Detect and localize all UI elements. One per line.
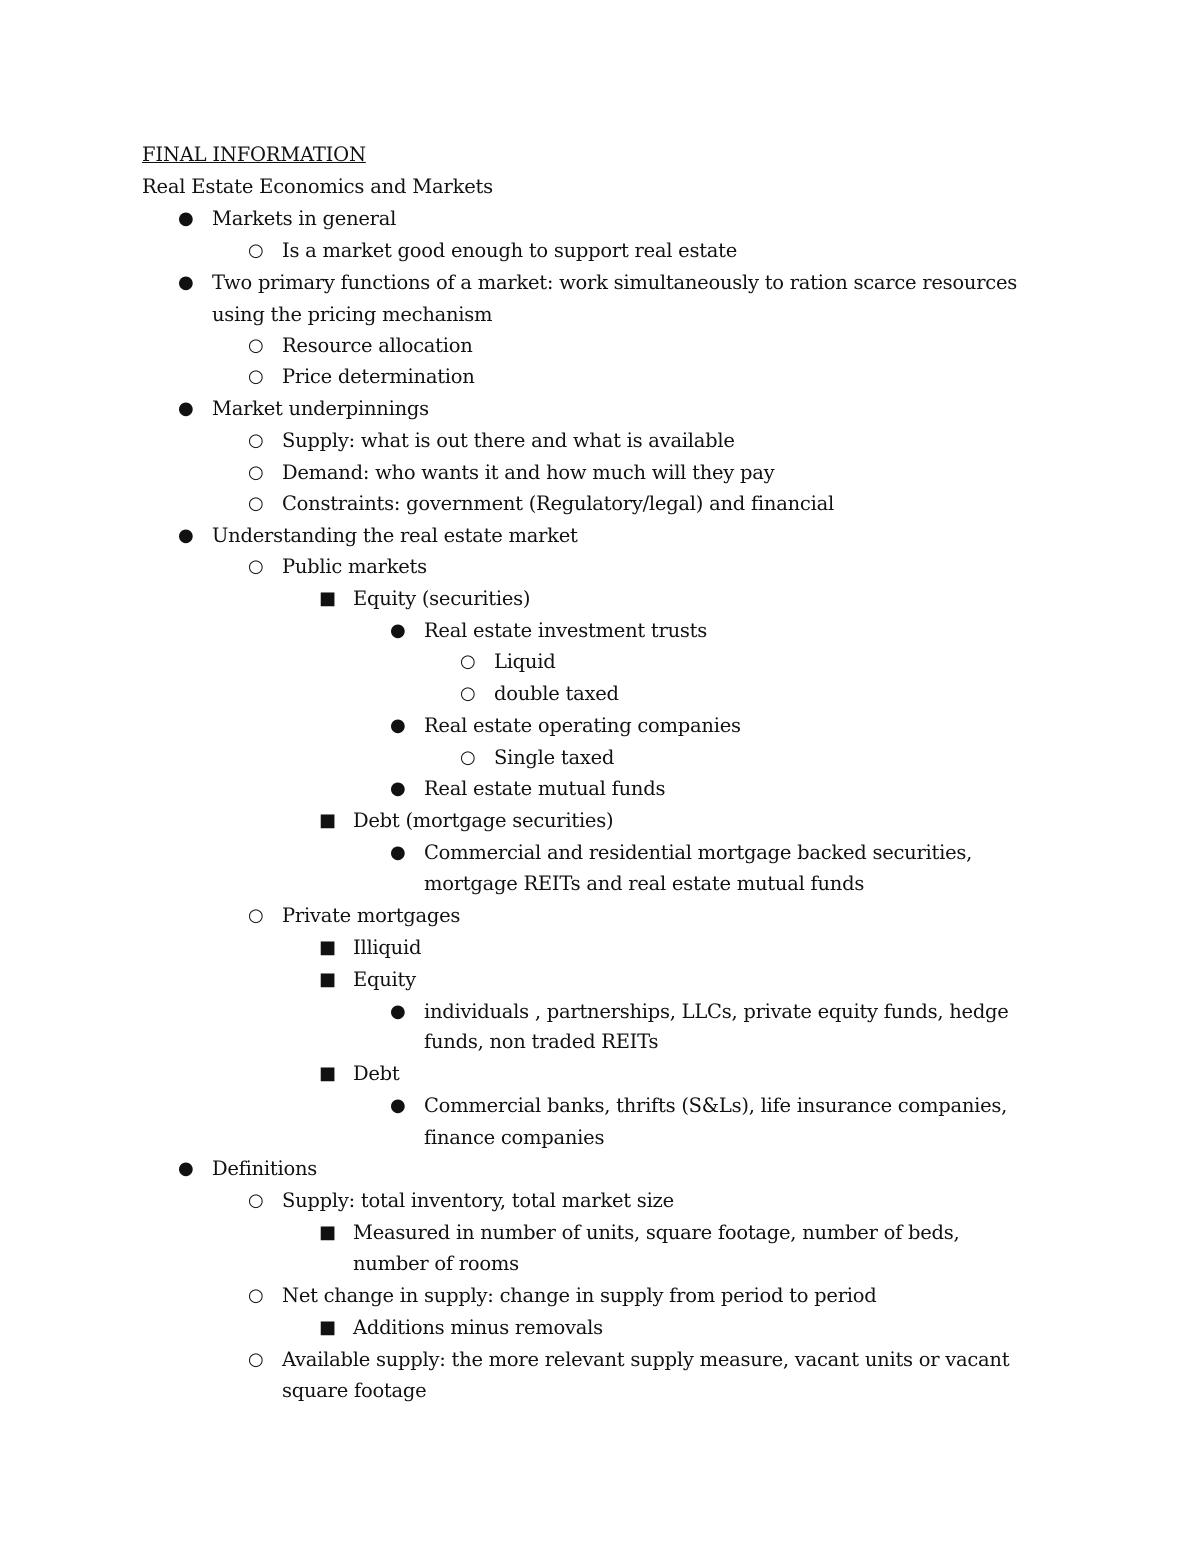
- outline-text: Demand: who wants it and how much will they pay: [282, 461, 775, 484]
- bullet-disc-icon: ●: [178, 398, 194, 419]
- outline-item: [0, 1344, 1200, 1375]
- outline-text: Supply: total inventory, total market size: [282, 1189, 674, 1212]
- outline-item-continuation: [0, 1248, 1200, 1279]
- document-title: FINAL INFORMATION: [142, 143, 366, 166]
- outline-text: Market underpinnings: [212, 397, 429, 420]
- outline-item: [0, 615, 1200, 646]
- outline-item: [0, 1280, 1200, 1311]
- outline-text: Single taxed: [494, 746, 615, 769]
- bullet-square-icon: ■: [319, 810, 337, 831]
- outline-text: Price determination: [282, 365, 475, 388]
- bullet-disc-icon: ●: [390, 778, 406, 799]
- outline-text: Equity: [353, 968, 416, 991]
- outline-text: Illiquid: [353, 936, 422, 959]
- bullet-circle-icon: ○: [248, 1190, 264, 1211]
- bullet-disc-icon: ●: [390, 620, 406, 641]
- outline-item-continuation: [0, 299, 1200, 330]
- bullet-square-icon: ■: [319, 588, 337, 609]
- bullet-circle-icon: ○: [460, 747, 476, 768]
- bullet-circle-icon: ○: [248, 366, 264, 387]
- outline-text: finance companies: [424, 1126, 605, 1149]
- outline-item: [0, 996, 1200, 1027]
- bullet-disc-icon: ●: [390, 715, 406, 736]
- outline-text: Real estate mutual funds: [424, 777, 666, 800]
- bullet-square-icon: ■: [319, 1317, 337, 1338]
- bullet-disc-icon: ●: [178, 272, 194, 293]
- outline-text: mortgage REITs and real estate mutual funds: [424, 872, 865, 895]
- outline-text: Measured in number of units, square footage, number of beds,: [353, 1221, 960, 1244]
- outline-item: [0, 932, 1200, 963]
- bullet-circle-icon: ○: [248, 493, 264, 514]
- outline-item: [0, 1217, 1200, 1248]
- outline-item: [0, 900, 1200, 931]
- bullet-circle-icon: ○: [248, 1285, 264, 1306]
- outline-text: double taxed: [494, 682, 619, 705]
- bullet-square-icon: ■: [319, 1222, 337, 1243]
- document-subtitle: Real Estate Economics and Markets: [142, 175, 493, 198]
- outline-item: [0, 488, 1200, 519]
- outline-item-continuation: [0, 1026, 1200, 1057]
- outline-item: [0, 235, 1200, 266]
- outline-text: Liquid: [494, 650, 556, 673]
- outline-item: [0, 742, 1200, 773]
- outline-text: using the pricing mechanism: [212, 303, 493, 326]
- outline-item: [0, 330, 1200, 361]
- bullet-square-icon: ■: [319, 969, 337, 990]
- outline-text: Constraints: government (Regulatory/legal) and financial: [282, 492, 834, 515]
- outline-text: number of rooms: [353, 1252, 519, 1275]
- outline-text: Equity (securities): [353, 587, 531, 610]
- bullet-circle-icon: ○: [248, 335, 264, 356]
- bullet-circle-icon: ○: [248, 430, 264, 451]
- outline-text: Private mortgages: [282, 904, 461, 927]
- outline-text: funds, non traded REITs: [424, 1030, 659, 1053]
- bullet-square-icon: ■: [319, 937, 337, 958]
- outline-item: [0, 393, 1200, 424]
- outline-item: [0, 361, 1200, 392]
- outline-text: Additions minus removals: [353, 1316, 603, 1339]
- outline-item-continuation: [0, 868, 1200, 899]
- bullet-circle-icon: ○: [460, 651, 476, 672]
- outline-item: [0, 805, 1200, 836]
- outline-text: Debt: [353, 1062, 400, 1085]
- outline-text: Understanding the real estate market: [212, 524, 578, 547]
- outline-text: Real estate investment trusts: [424, 619, 708, 642]
- outline-item: [0, 1058, 1200, 1089]
- bullet-disc-icon: ●: [390, 842, 406, 863]
- outline-item: [0, 1090, 1200, 1121]
- outline-text: square footage: [282, 1379, 427, 1402]
- bullet-circle-icon: ○: [248, 462, 264, 483]
- outline-text: Commercial banks, thrifts (S&Ls), life insurance companies,: [424, 1094, 1008, 1117]
- outline-item: [0, 837, 1200, 868]
- outline-text: Commercial and residential mortgage backed securities,: [424, 841, 973, 864]
- outline-text: Debt (mortgage securities): [353, 809, 614, 832]
- outline-item: [0, 425, 1200, 456]
- outline-item-continuation: [0, 1122, 1200, 1153]
- outline-item: [0, 551, 1200, 582]
- outline-text: Two primary functions of a market: work simultaneously to ration scarce resources: [212, 271, 1017, 294]
- outline-text: Supply: what is out there and what is available: [282, 429, 735, 452]
- outline-item: [0, 773, 1200, 804]
- bullet-circle-icon: ○: [248, 1349, 264, 1370]
- outline-text: Available supply: the more relevant supply measure, vacant units or vacant: [282, 1348, 1010, 1371]
- outline-text: Public markets: [282, 555, 427, 578]
- outline-item: [0, 203, 1200, 234]
- outline-text: Net change in supply: change in supply from period to period: [282, 1284, 877, 1307]
- bullet-circle-icon: ○: [248, 556, 264, 577]
- outline-item: [0, 457, 1200, 488]
- outline-text: Resource allocation: [282, 334, 473, 357]
- bullet-disc-icon: ●: [178, 208, 194, 229]
- bullet-circle-icon: ○: [248, 905, 264, 926]
- outline-text: Markets in general: [212, 207, 397, 230]
- outline-item: [0, 583, 1200, 614]
- bullet-disc-icon: ●: [178, 1158, 194, 1179]
- outline-item: [0, 646, 1200, 677]
- bullet-circle-icon: ○: [248, 240, 264, 261]
- outline-item: [0, 267, 1200, 298]
- outline-item: [0, 964, 1200, 995]
- outline-item: [0, 678, 1200, 709]
- outline-item: [0, 1185, 1200, 1216]
- outline-item: [0, 710, 1200, 741]
- bullet-square-icon: ■: [319, 1063, 337, 1084]
- bullet-disc-icon: ●: [390, 1095, 406, 1116]
- outline-text: Definitions: [212, 1157, 318, 1180]
- outline-text: Real estate operating companies: [424, 714, 741, 737]
- outline-item: [0, 1153, 1200, 1184]
- outline-item-continuation: [0, 1375, 1200, 1406]
- bullet-disc-icon: ●: [178, 525, 194, 546]
- bullet-circle-icon: ○: [460, 683, 476, 704]
- outline-text: individuals , partnerships, LLCs, private equity funds, hedge: [424, 1000, 1009, 1023]
- outline-item: [0, 520, 1200, 551]
- outline-item: [0, 1312, 1200, 1343]
- bullet-disc-icon: ●: [390, 1001, 406, 1022]
- outline-text: Is a market good enough to support real estate: [282, 239, 738, 262]
